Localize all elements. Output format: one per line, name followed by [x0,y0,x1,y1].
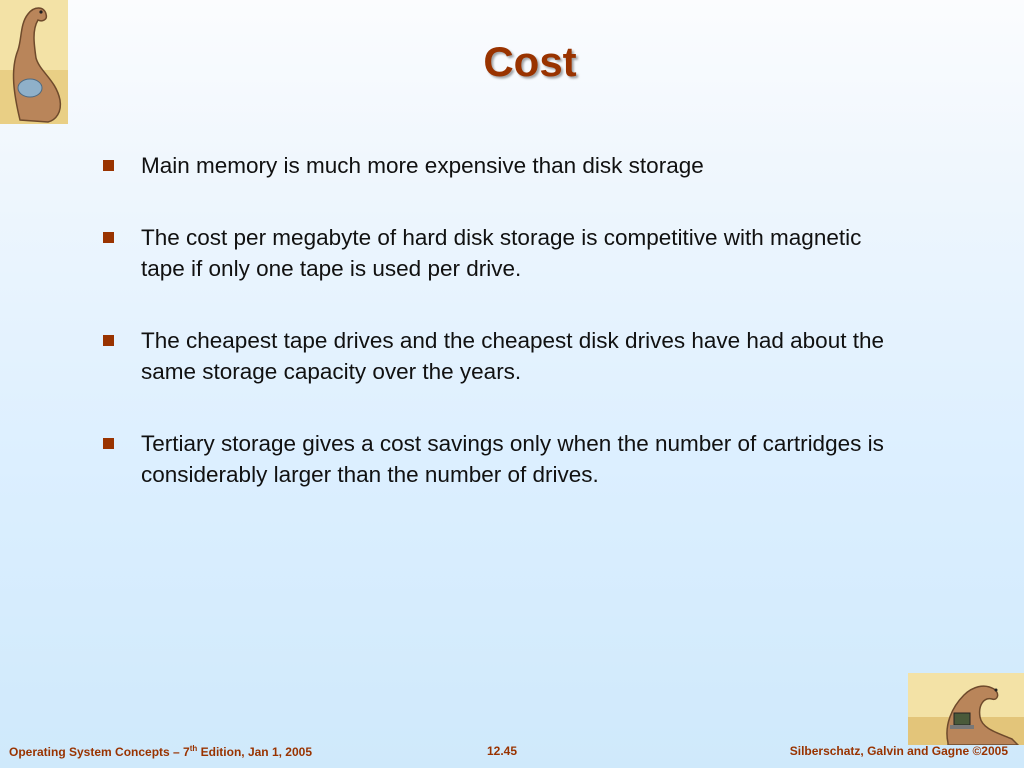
footer-page-number: 12.45 [487,744,518,758]
square-bullet-icon [103,232,114,243]
list-item [103,222,903,284]
footer-copyright: Silberschatz, Galvin and Gagne ©2005 [789,744,1008,758]
square-bullet-icon [103,160,114,171]
bullet-text: Main memory is much more expensive than disk storage [141,153,704,178]
footer-book-title: Operating System Concepts – 7th Edition, Jan 1, 2005 [9,744,313,759]
square-bullet-icon [103,335,114,346]
list-item [103,150,903,181]
square-bullet-icon [103,438,114,449]
list-item [103,325,903,387]
list-item [103,428,903,490]
dinosaur-laptop-icon [908,673,1024,745]
bullet-text: The cheapest tape drives and the cheapest disk drives have had about the same storage capacity over the years. [141,328,884,384]
bullet-list [103,150,903,531]
page-title: Cost [483,38,577,85]
bullet-text: The cost per megabyte of hard disk storage is competitive with magnetic tape if only one tape is used per drive. [141,225,862,281]
bullet-text: Tertiary storage gives a cost savings only when the number of cartridges is considerably larger than the number of drives. [141,431,884,487]
